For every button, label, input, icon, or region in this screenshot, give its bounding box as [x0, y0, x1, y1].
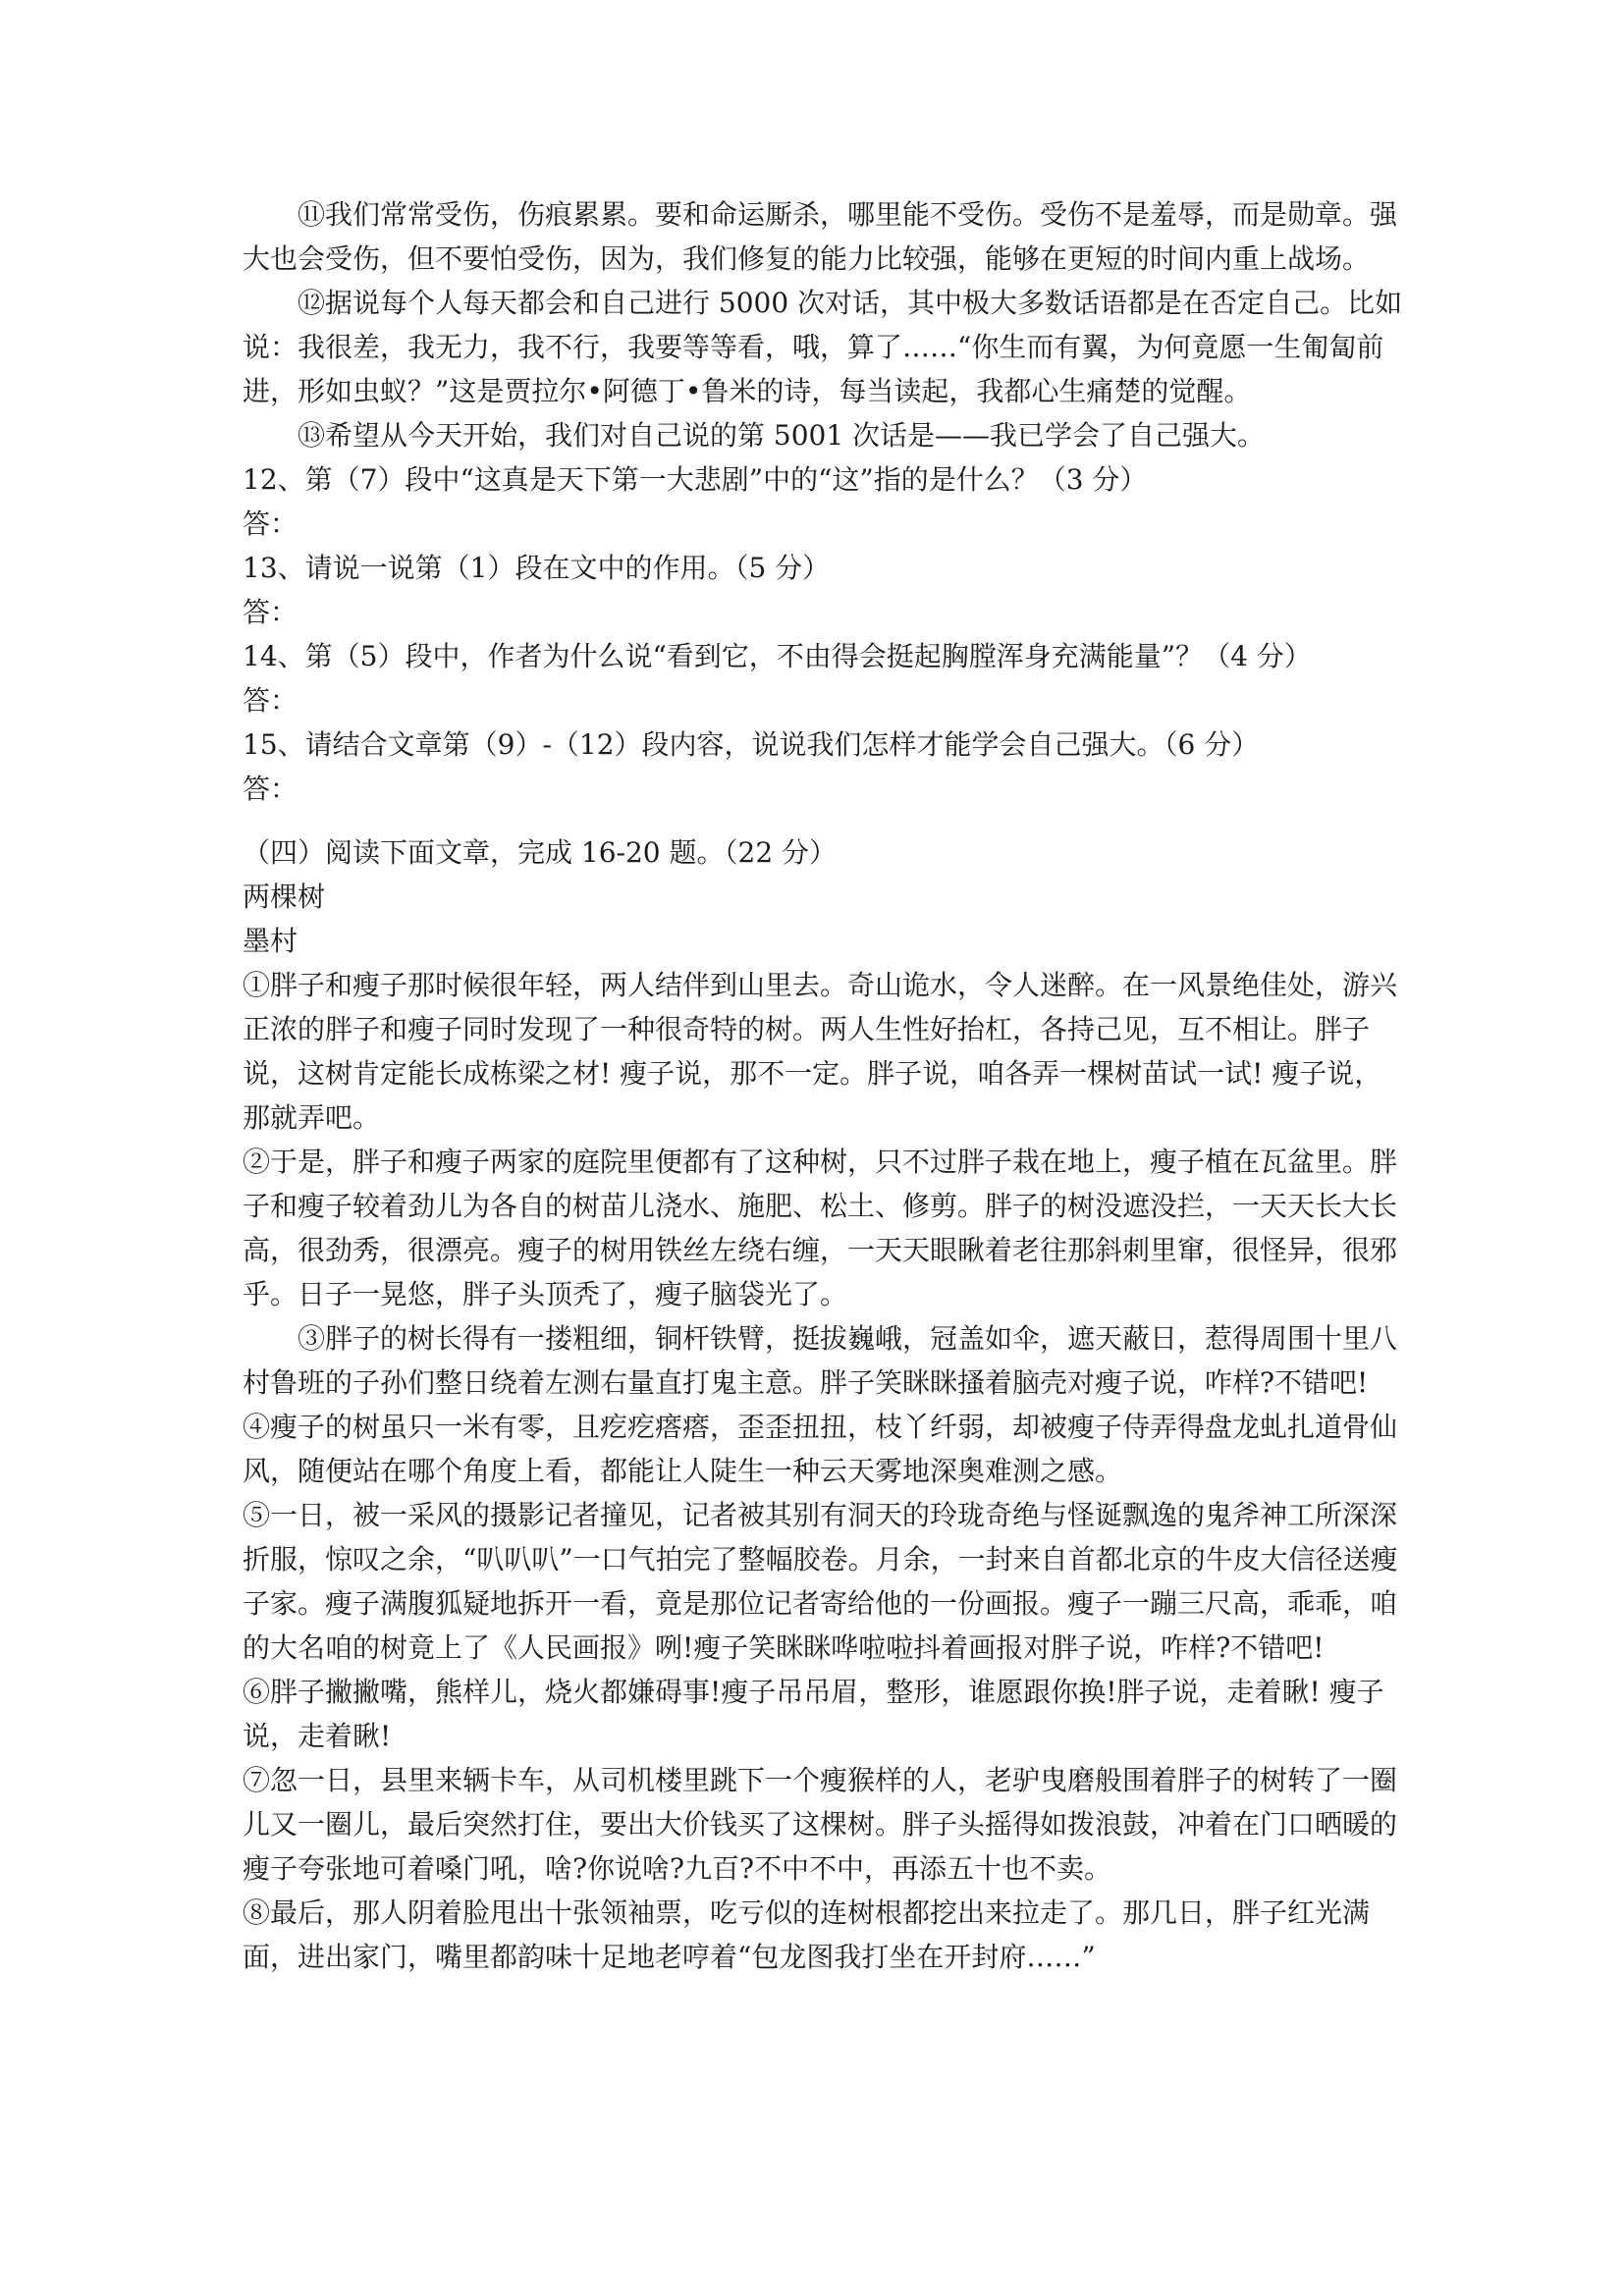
section-gap	[243, 811, 1406, 830]
section-heading: （四）阅读下面文章，完成 16-20 题。（22 分）	[243, 836, 838, 869]
answer-14: 答：	[243, 684, 298, 717]
paragraph-12: ⑫据说每个人每天都会和自己进行 5000 次对话，其中极大多数话语都是在否定自己。比如说：我很差，我无力，我不行，我要等等看，哦，算了……“你生而有翼，为何竟愿一生匍匐前进，形如虫蚁？”这是贾拉尔•阿德丁•鲁米的诗，每当读起，我都心生痛楚的觉醒。	[243, 287, 1403, 407]
question-15: 15、请结合文章第（9）-（12）段内容，说说我们怎样才能学会自己强大。（6 分）	[243, 728, 1260, 761]
article-paragraph-8: ⑧最后，那人阴着脸甩出十张领袖票，吃亏似的连树根都挖出来拉走了。那几日，胖子红光满面，进出家门，嘴里都韵味十足地老哼着“包龙图我打坐在开封府……”	[243, 1896, 1371, 1973]
article-paragraph-3: ③胖子的树长得有一搂粗细，铜杆铁臂，挺拔巍峨，冠盖如伞，遮天蔽日，惹得周围十里八村鲁班的子孙们整日绕着左测右量直打鬼主意。胖子笑眯眯搔着脑壳对瘦子说，咋样?不错吧!	[243, 1322, 1398, 1399]
document-page	[243, 192, 1406, 1979]
question-12: 12、第（7）段中“这真是天下第一大悲剧”中的“这”指的是什么？（3 分）	[243, 463, 1148, 496]
article-paragraph-5: ⑤一日，被一采风的摄影记者撞见，记者被其别有洞天的玲珑奇绝与怪诞飘逸的鬼斧神工所深深折服，惊叹之余，“叭叭叭”一口气拍完了整幅胶卷。月余，一封来自首都北京的牛皮大信径送瘦子家。瘦子满腹狐疑地拆开一看，竟是那位记者寄给他的一份画报。瘦子一蹦三尺高，乖乖，咱的大名咱的树竟上了《人民画报》咧!瘦子笑眯眯哗啦啦抖着画报对胖子说，咋样?不错吧!	[243, 1499, 1398, 1664]
paragraph-11: ⑪我们常常受伤，伤痕累累。要和命运厮杀，哪里能不受伤。受伤不是羞辱，而是勋章。强大也会受伤，但不要怕受伤，因为，我们修复的能力比较强，能够在更短的时间内重上战场。	[243, 198, 1398, 275]
answer-13: 答：	[243, 596, 298, 628]
article-paragraph-1: ①胖子和瘦子那时候很年轻，两人结伴到山里去。奇山诡水，令人迷醉。在一风景绝佳处，游兴正浓的胖子和瘦子同时发现了一种很奇特的树。两人生性好抬杠，各持己见，互不相让。胖子说，这树肯定能长成栋梁之材! 瘦子说，那不一定。胖子说，咱各弄一棵树苗试一试! 瘦子说，那就弄吧。	[243, 969, 1398, 1134]
article-paragraph-6: ⑥胖子撇撇嘴，熊样儿，烧火都嫌碍事!瘦子吊吊眉，整形，谁愿跟你换!胖子说，走着瞅! 瘦子说，走着瞅!	[243, 1676, 1384, 1752]
paragraph-13: ⑬希望从今天开始，我们对自己说的第 5001 次话是——我已学会了自己强大。	[298, 419, 1266, 452]
answer-12: 答：	[243, 507, 298, 540]
article-author: 墨村	[243, 925, 298, 957]
article-paragraph-2: ②于是，胖子和瘦子两家的庭院里便都有了这种树，只不过胖子栽在地上，瘦子植在瓦盆里。胖子和瘦子较着劲儿为各自的树苗儿浇水、施肥、松土、修剪。胖子的树没遮没拦，一天天长大长高，很劲秀，很漂亮。瘦子的树用铁丝左绕右缠，一天天眼瞅着老往那斜刺里窜，很怪异，很邪乎。日子一晃悠，胖子头顶秃了，瘦子脑袋光了。	[243, 1146, 1398, 1310]
question-13: 13、请说一说第（1）段在文中的作用。（5 分）	[243, 552, 831, 584]
answer-15: 答：	[243, 773, 298, 805]
article-paragraph-7: ⑦忽一日，县里来辆卡车，从司机楼里跳下一个瘦猴样的人，老驴曳磨般围着胖子的树转了一圈儿又一圈儿，最后突然打住，要出大价钱买了这棵树。胖子头摇得如拨浪鼓，冲着在门口晒暖的瘦子夸张地可着嗓门吼，啥?你说啥?九百?不中不中，再添五十也不卖。	[243, 1764, 1398, 1885]
article-paragraph-4: ④瘦子的树虽只一米有零，且疙疙瘩瘩，歪歪扭扭，枝丫纤弱，却被瘦子侍弄得盘龙虬扎道骨仙风，随便站在哪个角度上看，都能让人陡生一种云天雾地深奥难测之感。	[243, 1411, 1398, 1487]
question-14: 14、第（5）段中，作者为什么说“看到它，不由得会挺起胸膛浑身充满能量”？（4 分）	[243, 640, 1312, 672]
article-title: 两棵树	[243, 881, 326, 913]
